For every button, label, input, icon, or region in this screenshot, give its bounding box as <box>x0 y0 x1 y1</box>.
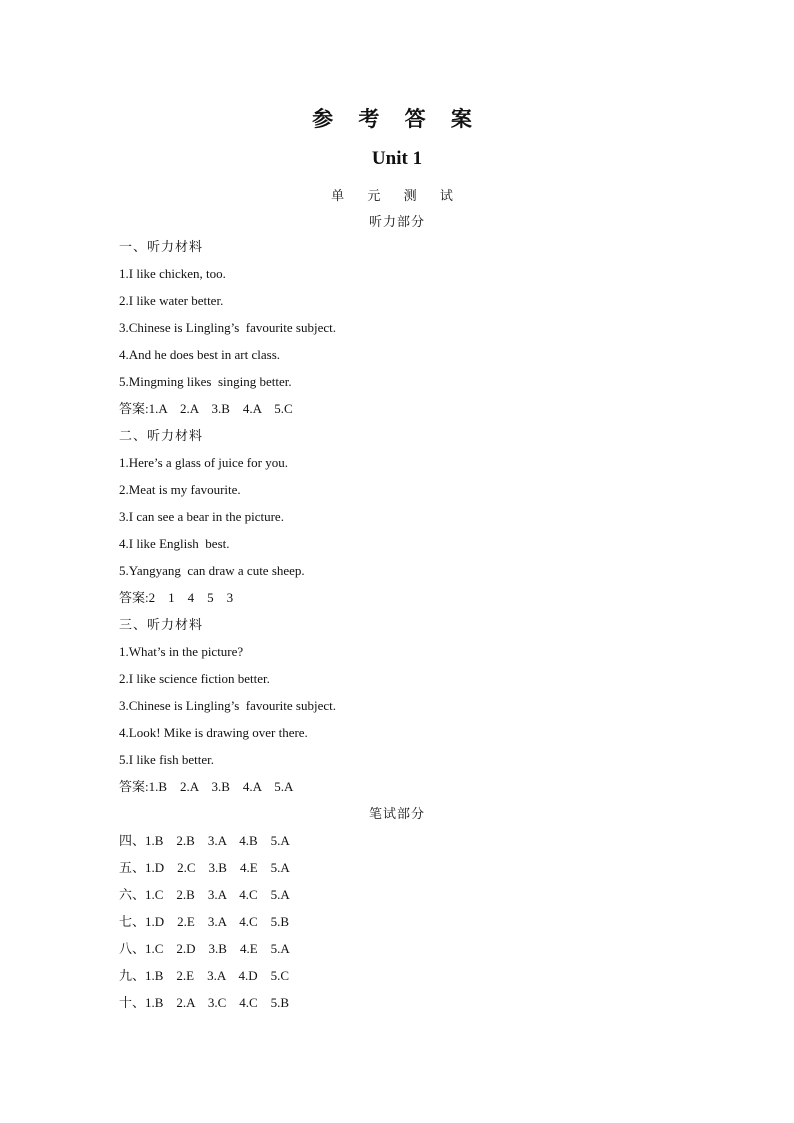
list-item: 5.I like fish better. <box>119 752 214 767</box>
list-item: 3.Chinese is Lingling’s favourite subject. <box>119 698 336 713</box>
list-item: 5.Yangyang can draw a cute sheep. <box>119 563 305 578</box>
written-answer-row: 五、1.D 2.C 3.B 4.E 5.A <box>119 860 290 875</box>
list-item: 4.And he does best in art class. <box>119 347 281 362</box>
page-title: 参 考 答 案 <box>312 107 482 131</box>
list-item: 4.Look! Mike is drawing over there. <box>119 725 308 740</box>
list-item: 3.I can see a bear in the picture. <box>119 509 284 524</box>
list-item: 5.Mingming likes singing better. <box>119 374 292 389</box>
section2-heading: 二、听力材料 <box>119 428 204 443</box>
answer-content <box>119 233 679 1016</box>
section3-heading: 三、听力材料 <box>119 617 204 632</box>
section2-answer: 答案:2 1 4 5 3 <box>119 590 234 605</box>
written-answer-row: 八、1.C 2.D 3.B 4.E 5.A <box>119 941 290 956</box>
list-item: 1.What’s in the picture? <box>119 644 244 659</box>
list-item: 1.I like chicken, too. <box>119 266 226 281</box>
list-item: 3.Chinese is Lingling’s favourite subject. <box>119 320 336 335</box>
list-item: 1.Here’s a glass of juice for you. <box>119 455 288 470</box>
test-name: 单 元 测 试 <box>331 188 463 203</box>
written-answer-row: 九、1.B 2.E 3.A 4.D 5.C <box>119 968 290 983</box>
listening-part-heading: 听力部分 <box>368 214 425 229</box>
list-item: 2.I like water better. <box>119 293 224 308</box>
written-answer-row: 十、1.B 2.A 3.C 4.C 5.B <box>119 995 290 1010</box>
list-item: 4.I like English best. <box>119 536 230 551</box>
list-item: 2.Meat is my favourite. <box>119 482 241 497</box>
section1-heading: 一、听力材料 <box>119 239 204 254</box>
unit-title: Unit 1 <box>371 148 423 169</box>
written-part-heading: 笔试部分 <box>368 806 425 821</box>
section1-answer: 答案:1.A 2.A 3.B 4.A 5.C <box>119 401 293 416</box>
written-answer-row: 七、1.D 2.E 3.A 4.C 5.B <box>119 914 290 929</box>
list-item: 2.I like science fiction better. <box>119 671 270 686</box>
written-answer-row: 四、1.B 2.B 3.A 4.B 5.A <box>119 833 290 848</box>
section3-answer: 答案:1.B 2.A 3.B 4.A 5.A <box>119 779 294 794</box>
written-answer-row: 六、1.C 2.B 3.A 4.C 5.A <box>119 887 290 902</box>
